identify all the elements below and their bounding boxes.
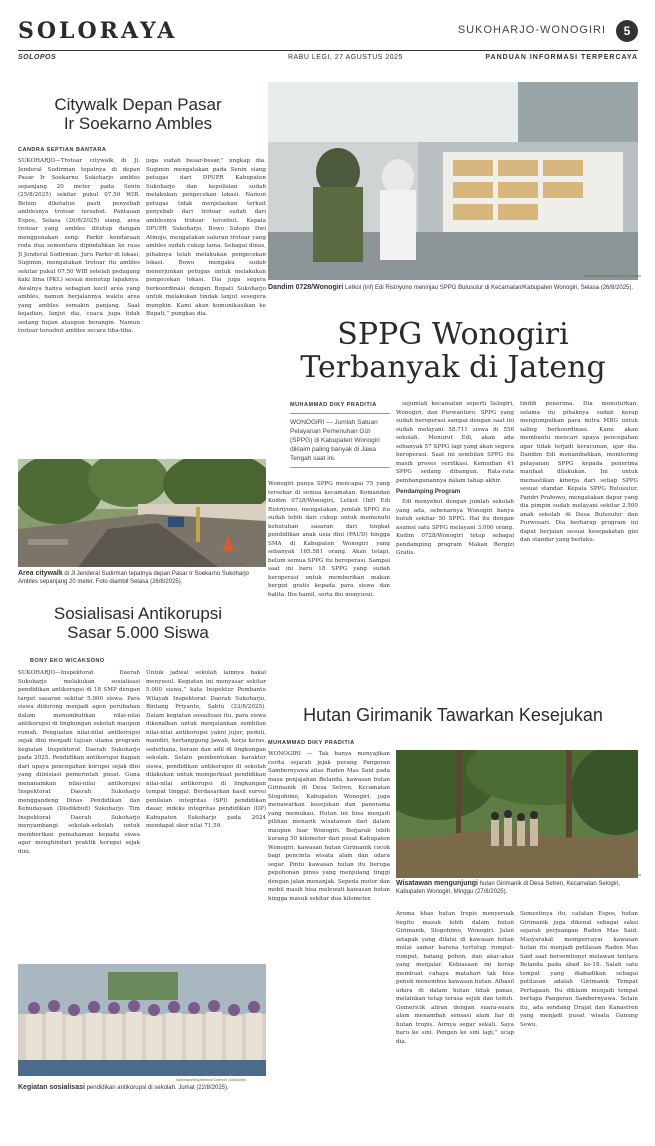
sosialisasi-photo	[18, 964, 266, 1076]
story2-column-2: Untuk jadwal sekolah lainnya bakal menyusul. Kegiatan ini menyasar sekitar 5.000 siswa,” kata Inspektur Pembantu Wilayah Inspektorat Daerah Sukoharjo, Bintang Priyanto, Sabtu (23/8/2025). Dalam kegiatan sosialisasi itu, para siswa dikenalkan untuk menjalankan sembilan nilai-nilai antikorupsi yakni jujur, peduli, mandiri, bertanggung jawab, kerja keras, sederhana, berani dan adil di lingkungan sekolah. Selain pembentukan karakter siswa, pendidikan antikorupsi di sekolah dilakukan untuk memperkuat pendidikan nilai-nilai antikorupsi di lingkungan tempat tinggal. Berdasarkan hasil survei penilaian integritas (SPI) pendidikan dasar, indeks integritas pendidikan (IIP) Kabupaten Sukoharjo pada 2024 mendapat skor nilai 71,59.	[146, 670, 266, 829]
masthead-subbar	[18, 50, 638, 64]
sppg-kitchen-illustration	[268, 82, 638, 280]
story4-headline: Hutan Girimanik Tawarkan Kesejukan	[303, 705, 603, 725]
story1-column-2: juga sudah besar-besar,” ungkap dia. Sugimin mengatakan pada Senin siang petugas dari DPUPR Kabupaten Sukoharjo dan kepolisian sudah melakukan pengecekan lokasi. Namun petugas tidak menjelaskan terkait penyebab dari trotoar sudah dari amblesnya trotoar tersebut. Kepala DPUPR Sukoharjo, Bowo Sutopo Dwi Atmojo, mengatakan saluran trotoar yang ambles sudah cukup lama. Sebagai dinas, pihaknya telah melakukan pengecekan lokasi. Bowo mengaku sudah menerjunkan petugas untuk melakukan pengecekan lokasi. Dia juga segera berkoordinasi dengan Bupati Sukoharjo untuk melakukan tindak lanjut sesegera mungkin. Kami akan komunikasikan ke Bupati,” pungkas dia.	[146, 158, 266, 317]
story3-headline-line2: Terbanyak di Jateng	[300, 350, 606, 385]
section-label: SUKOHARJO-WONOGIRI	[457, 24, 606, 36]
story3-headline	[268, 318, 638, 384]
story1-byline: CANDRA SEPTIAN BANTARA	[18, 147, 107, 153]
citywalk-photo	[18, 459, 266, 567]
story1-headline	[18, 96, 258, 133]
solopos-logo: SOLOPOS	[18, 54, 57, 61]
sppg-caption-lead: Dandim 0728/Wonogiri	[268, 284, 344, 291]
story3-headline-line1: SPPG Wonogiri	[337, 317, 569, 352]
girimanik-caption-lead: Wisatawan mengunjungi	[396, 880, 478, 887]
citywalk-photo-illustration	[18, 459, 266, 567]
girimanik-caption-text: hutan Girimanik di Desa Setren, Kecamatan Selogiri, Kabupaten Wonogiri, Minggu (27/8/2025).	[396, 881, 621, 896]
sosialisasi-caption-text: pendidikan antikorupsi di sekolah. Jumat (22/8/2025).	[86, 1085, 229, 1091]
story4-column-3: Semestinya itu, catatan Espos, hutan Girimanik juga dikenal sebagai saksi sejarah perjuangan Raden Mas Said. Masyarakat mempercayai kawasan hutan itu menjadi petilasan Raden Mas Said saat bersembunyi melawan tentara Belanda pada abad ke-18. Salah satu tempat yang diabadikan sebagai petilasan adalah Girimanik Tempat Pertapaan. Itu diklaim menjadi tempat bertapa Pangeran Sambernyawa. Selain itu, ada sendang Drajat dan Kanastren yang menjadi pusat wisata Gunung Sewu.	[520, 911, 638, 1028]
sosialisasi-photo-caption	[18, 1083, 266, 1092]
sppg-photo-caption	[268, 283, 638, 292]
story1-column-1: SUKOHARJO—Trotoar citywalk di Jl. Jenderal Sudirman tepatnya di depan Pasar Ir Soekarno Sukoharjo ambles sepanjang 20 meter pada Senin (25/8/2025) sekitar pukul 07.50 WIB. Belum diketahui pasti penyebab amblesnya trotoar tersebut. Pantauan Espos, Selasa (26/8/2025) siang, area trotoar yang ambles ditutup dengan menggunakan seng. Parkir kendaraan roda dua sementara dipindahkan ke ruas Jl Jenderal Sudirman. Juru Parkir di lokasi, Sugimin, mengatakan trotoar itu ambles sekitar pukul 07.50 WIB setelah pedagang kaki lima (PKL) sesuai menutup lapaknya. Awalnya hanya sebagian kecil area yang ambles, namun berjalannya waktu area yang ambles semakin panjang. Saat kejadian, lanjut dia, cuaca juga tidak sedang hujan ataupun berangin. Namun trotoar tersebut ambles secara tiba-tiba.	[18, 158, 140, 334]
story4-column-2: Aroma khas hutan tropis menyeruak begitu masuk lebih dalam hutan Girimanik, Slogohimo, Wonogiri. Jalan setapak yang dilalui di kawasan hutan mulai samar karena tertutup rumput-rumput, batang pohon, dan akar-akar yang menjalar. Kebiasaan ini kerap membuat cahaya matahari tak bisa penuh menembus kawasan hutan. Alhasil udara di dalam hutan tidak panas, melainkan tetap terasa sejuk dan teduh. Gemericik aliran dengan suara-suara alam menambah sensasi alam liar di hutan tropis. Airnya segar sekali. Saya baru ke sini. Pengen ke sini lagi,” ucap dia.	[396, 911, 514, 1045]
brand-title: SOLORAYA	[18, 18, 178, 44]
story3-byline: MUHAMMAD DIKY PRADITIA	[290, 402, 377, 408]
story3-column-2b-text: Edi menyebut dengan jumlah sekolah yang ada, sebenarnya Wonogiri hanya butuh sekitar 50 SPPG. Hal itu dengan asumsi satu SPPG melayani 3.000 orang. Kodim 0728/Wonogiri tetap sebagai pendamping program Makan Bergizi Gratis.	[396, 499, 514, 557]
tagline: PANDUAN INFORMASI TERPERCAYA	[485, 54, 638, 61]
story3-column-3: tindih penerima. Dia menuturkan, selama ini pihaknya sudah kerap mengumpulkan para mitra MBG untuk saling berkoordinasi. Kami akan membantu mencari upaya pencegahan agar tidak terjadi keracunan, ujar dia. Dandim Edi menambahkan, monitoring pelayanan SPPG kepada penerima manfaat dilakukan. Ini untuk memastikan kinerja dari setiap SPPG sesuai standar. Kepala SPPG Bulusulur, Pandri Prabowo, mengatakan dapur yang dia pimpin sudah melayani sekitar 2.500 anak sekolah di Desa Bulusulur dan Purwosari. Dia berharap program ini dapat berjalan sesuai kesepakatan gizi dan standar yang berlaku.	[520, 401, 638, 543]
story2-byline: BONY EKO WICAKSONO	[30, 658, 105, 664]
story2-headline-line1: Sosialisasi Antikorupsi	[53, 604, 223, 623]
story3-column-2	[396, 400, 514, 690]
sppg-kitchen-photo	[268, 82, 638, 280]
sosialisasi-caption-lead: Kegiatan sosialisasi	[18, 1084, 85, 1091]
story4-column-1: WONOGIRI — Tak hanya menyajikan cerita sejarah jejak perang Pangeran Sambernyawa alias Raden Mas Said pada masa penjajahan Belanda, kawasan hutan Girimanik di Desa Setren, Kecamatan Slogohimo, Kabupaten Wonogiri, juga menawarkan kesejukan dan panorama yang memukau. Hutan ini bisa menjadi pilihan menarik wisatawan dari dalam maupun luar Wonogiri. Berjarak lebih kurang 50 kilometer dari pusat Kabupaten Wonogiri, kawasan hutan Girimanik cocok bagi pencinta wisata alam dan udara segar. Pintu kawasan hutan itu berupa pepohonan pinus yang menjulang tinggi dengan jalan menanjak. Sepeda motor dan mobil masih bisa melewati kawasan hutan hingga masuk sekitar dua kilometer.	[268, 751, 390, 902]
citywalk-caption-text: di Jl Jenderal Sudirman tepatnya depan Pasar Ir Soekarno Sukoharjo Ambles sepanjang 20 meter. Foto diambil Selasa (26/8/2025).	[18, 571, 249, 586]
story3-column-1: Wonogiri punya SPPG mencapai 75 yang tersebar di semua kecamatan. Komandan Kodim 0728/Wonogiri, Letkol (Inf) Edi Ristriyono, mengatakan, jumlah SPPG itu sudah lebih dari cukup untuk memenuhi kebutuhan sasaran dari tingkat pendidikan anak usia dini (PAUD) hingga SMA di Kabupaten Wonogiri yang sebanyak 165.581 orang. Akan tetapi, belum semua SPPG itu beroperasi. Sampai saat ini baru 18 SPPG yang sudah beroperasi untuk memberikan makan bergizi gratis kepada para siswa dan balita. Ibu hamil, serta ibu menyusui.	[268, 481, 390, 598]
story2-headline	[18, 605, 258, 642]
story2-column-1: SUKOHARJO—Inspektorat Daerah Sukoharjo melakukan sosialisasi pendidikan antikorupsi di 18 SMP dengan target sasaran sekitar 5.000 siswa. Para siswa didorong menjadi agen perubahan dalam menumbuhkan nilai-nilai antikorupsi di lingkungan sekolah maupun rumah. Penguatan nilai-nilai antikorupsi sejak dini menjadi tujuan utama program kegiatan Inspektorat Daerah Sukoharjo pada 2025. Pendidikan antikorupsi bagian dari upaya pencegahan korupsi sejak dini yang diinisiasi pemerintah pusat. Guna menanamkan nilai-nilai antikorupsi Inspektorat Daerah Sukoharjo menggandeng Dinas Pendidikan dan Kebudayaan (Disdikbud) Sukoharjo. Tim Inspektorat Daerah Sukoharjo menyambangi sekolah-sekolah untuk memberikan pemahaman kepada siswa agar menghindari praktik korupsi sejak dini.	[18, 670, 140, 855]
sppg-caption-text: Letkol (Inf) Edi Ristriyono meninjau SPPG Bulusulur di Kecamatan/Kabupaten Wonogiri, Selasa (26/8/2025).	[345, 285, 634, 291]
girimanik-photo	[396, 750, 638, 878]
masthead	[18, 16, 638, 66]
citywalk-photo-caption	[18, 569, 266, 587]
citywalk-photo-credit: Espos/Candra Septian Bantara	[188, 561, 244, 566]
sosialisasi-photo-illustration	[18, 964, 266, 1076]
page-number: 5	[616, 20, 638, 42]
girimanik-photo-illustration	[396, 750, 638, 878]
girimanik-photo-credit: Espos/Muhammad Diky Praditia	[584, 872, 641, 877]
girimanik-photo-caption	[396, 879, 638, 897]
story3-subhead: Pendamping Program	[396, 488, 461, 495]
story3-lede: WONOGIRI — Jumlah Satuan Pelayanan Pemenuhan Gizi (SPPG) di Kabupaten Wonogiri diklaim paling banyak di Jawa Tengah saat ini.	[290, 413, 390, 468]
story1-headline-line2: Ir Soekarno Ambles	[63, 113, 213, 133]
sosialisasi-photo-credit: Istimewa/Inspektorat Daerah Sukoharjo	[176, 1077, 247, 1082]
sppg-photo-credit: Espos/Muhammad Diky Praditia	[584, 273, 641, 278]
story2-headline-line2: Sasar 5.000 Siswa	[67, 622, 209, 642]
dateline: RABU LEGI, 27 AGUSTUS 2025	[288, 54, 403, 61]
story3-column-2-text: sejumlah kecamatan seperti Selogiri, Wonogiri, dan Purwantoro. SPPG yang sudah beroperasi sampai dengan saat ini sudah melayani 58.711 siswa di 556 sekolah. Menurut Edi, akan ada sebanyak 57 SPPG lagi yang akan segera beroperasi. Saat ini sembilan SPPG itu masih proses verifikasi. Kemudian 41 SPPG sedang dibangun. Rata-rata pembangunannya dalam tahap akhir.	[396, 401, 514, 484]
citywalk-caption-lead: Area citywalk	[18, 570, 63, 577]
story4-byline: MUHAMMAD DIKY PRADITIA	[268, 740, 355, 746]
story1-headline-line1: Citywalk Depan Pasar	[54, 95, 222, 114]
